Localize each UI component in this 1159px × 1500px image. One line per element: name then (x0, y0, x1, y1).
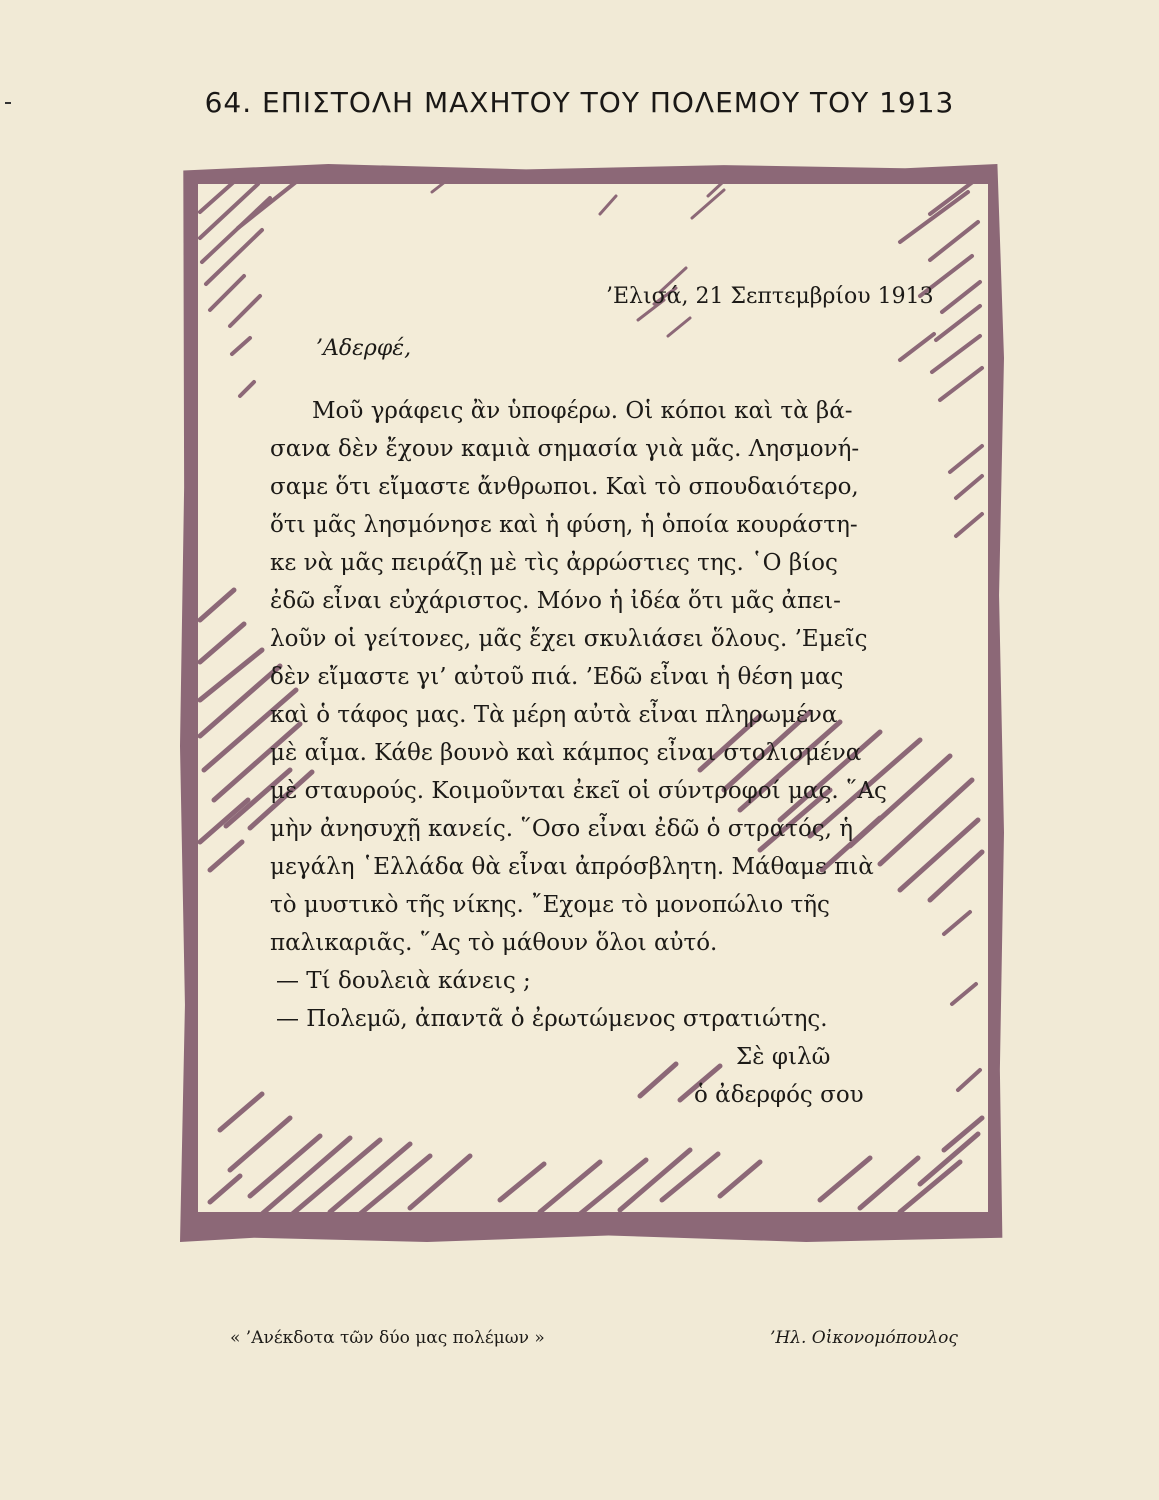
letter-line: σαμε ὅτι εἴμαστε ἄνθρωποι. Καὶ τὸ σπουδαιότερο, (270, 474, 859, 500)
letter-line: Μοῦ γράφεις ἂν ὑποφέρω. Οἱ κόποι καὶ τὰ βά- (312, 398, 853, 424)
author-name: ’Ηλ. Οἰκονομόπουλος (770, 1328, 958, 1348)
dialogue-answer: — Πολεμῶ, ἀπαντᾶ ὁ ἐρωτώμενος στρατιώτης. (276, 1006, 828, 1032)
letter-line: καὶ ὁ τάφος μας. Τὰ μέρη αὐτὰ εἶναι πληρωμένα (270, 702, 838, 728)
letter-line: μὴν ἀνησυχῇ κανείς. ῞Οσο εἶναι ἐδῶ ὁ στρατός, ἡ (270, 816, 854, 842)
letter-line: μεγάλη ῾Ελλάδα θὰ εἶναι ἀπρόσβλητη. Μάθαμε πιὰ (270, 854, 874, 880)
letter-line: δὲν εἴμαστε γι’ αὐτοῦ πιά. ’Εδῶ εἶναι ἡ θέση μας (270, 664, 844, 690)
closing-signature: ὁ ἀδερφός σου (694, 1082, 864, 1108)
letter-line: λοῦν οἱ γείτονες, μᾶς ἔχει σκυλιάσει ὅλους. ’Εμεῖς (270, 626, 868, 652)
source-citation: « ’Ανέκδοτα τῶν δύο μας πολέμων » (230, 1328, 545, 1348)
letter-line: παλικαριᾶς. ῞Ας τὸ μάθουν ὅλοι αὐτό. (270, 930, 718, 956)
letter-line: τὸ μυστικὸ τῆς νίκης. ῎Εχομε τὸ μονοπώλιο τῆς (270, 892, 830, 918)
letter-salutation: ’Αδερφέ, (316, 336, 412, 361)
letter-line: ὅτι μᾶς λησμόνησε καὶ ἡ φύση, ἡ ὁποία κουράστη- (270, 512, 858, 538)
letter-line: κε νὰ μᾶς πειράζῃ μὲ τὶς ἀρρώστιες της. ῾Ο βίος (270, 550, 838, 576)
page-title: 64. ΕΠΙΣΤΟΛΗ ΜΑΧΗΤΟΥ ΤΟΥ ΠΟΛΕΜΟΥ ΤΟΥ 1913 (204, 86, 955, 119)
letter-line: ἐδῶ εἶναι εὐχάριστος. Μόνο ἡ ἰδέα ὅτι μᾶς ἀπει- (270, 588, 841, 614)
letter-place-date: ’Ελισά, 21 Σεπτεμβρίου 1913 (606, 284, 934, 309)
closing-greeting: Σὲ φιλῶ (736, 1044, 831, 1070)
letter-line: μὲ αἷμα. Κάθε βουνὸ καὶ κάμπος εἶναι στολισμένα (270, 740, 862, 766)
dialogue-question: — Τί δουλειὰ κάνεις ; (276, 968, 531, 994)
letter-line: μὲ σταυρούς. Κοιμοῦνται ἐκεῖ οἱ σύντροφοί μας. ῞Ας (270, 778, 887, 804)
letter-line: σανα δὲν ἔχουν καμιὰ σημασία γιὰ μᾶς. Λησμονή- (270, 436, 860, 462)
